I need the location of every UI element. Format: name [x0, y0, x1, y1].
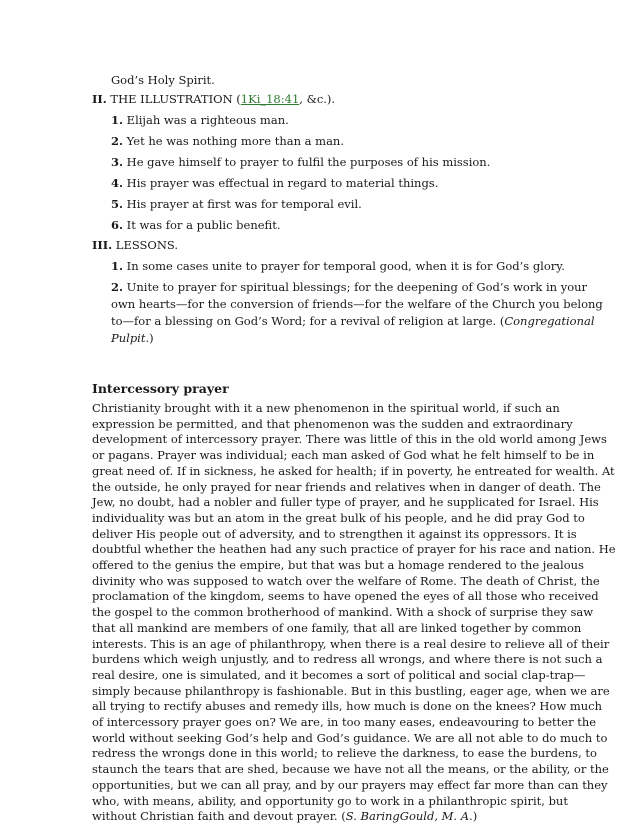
- item-number: 2.: [111, 280, 124, 294]
- paragraph-line: the outside, he only prayed for near friends and relatives when in danger of death. The: [92, 479, 601, 494]
- section-numeral: II.: [92, 92, 107, 106]
- item-number: 1.: [111, 113, 124, 127]
- item-number: 2.: [111, 134, 124, 148]
- item-text: own hearts—for the conversion of friends—for the welfare of the Church you belong: [111, 297, 603, 311]
- paragraph-line: the gospel to the common brotherhood of mankind. With a shock of surprise they saw: [92, 605, 594, 620]
- paragraph-line: opportunities, but we can all pray, and by our prayers may effect far more than can they: [92, 777, 608, 792]
- paragraph-line: who, with means, ability, and opportunity go to work in a philanthropic spirit, but: [92, 793, 568, 808]
- paragraph-line: real desire, one is simulated, and it becomes a sort of political and social clap-trap—: [92, 667, 586, 682]
- section-title-end: , &c.).: [299, 92, 336, 106]
- illustration-item-3: [92, 154, 547, 171]
- item-text: His prayer at first was for temporal evil.: [123, 197, 362, 211]
- paragraph-line: individuality was but an atom in the great bulk of his people, and he did pray God to: [92, 510, 585, 525]
- illustration-item-5: [92, 196, 547, 213]
- illustration-item-2: [92, 133, 547, 150]
- section-numeral: III.: [92, 238, 113, 252]
- section-heading-illustration: [92, 91, 547, 108]
- paragraph-line: development of intercessory prayer. There was little of this in the old world among Jews: [92, 432, 607, 447]
- paragraph-line: staunch the tears that are shed, because we have not all the means, or the ability, or the: [92, 762, 609, 777]
- item-text: Elijah was a righteous man.: [123, 113, 289, 127]
- citation: Congregational: [504, 314, 595, 328]
- paragraph-line: Christianity brought with it a new phenomenon in the spiritual world, if such an: [92, 401, 560, 415]
- paragraph-line: without Christian faith and devout prayer. (S. BaringGould, M. A.): [92, 809, 478, 824]
- item-text: It was for a public benefit.: [123, 218, 281, 232]
- item-text: Unite to prayer for spiritual blessings; for the deepening of God’s work in your: [123, 280, 588, 294]
- item-text: He gave himself to prayer to fulfil the purposes of his mission.: [123, 155, 491, 169]
- item-number: 6.: [111, 218, 124, 232]
- item-number: 1.: [111, 259, 124, 273]
- continuation-line: God’s Holy Spirit.: [111, 73, 215, 87]
- section-title: THE ILLUSTRATION (: [106, 92, 241, 106]
- paragraph-line: offered to the genius the empire, but that was but a homage rendered to the jealous: [92, 558, 584, 573]
- document-page: [92, 72, 616, 825]
- illustration-item-6: [92, 217, 547, 234]
- item-text: to—for a blessing on God’s Word; for a revival of religion at large. (: [111, 314, 505, 328]
- paragraph-line: doubtful whether the heathen had any such practice of prayer for his race and nation. He: [92, 542, 616, 557]
- citation-close: ): [149, 331, 154, 345]
- paragraph-line: simply because philanthropy is fashionable. But in this bustling, eager age, when we are: [92, 683, 610, 698]
- item-text: In some cases unite to prayer for temporal good, when it is for God’s glory.: [123, 259, 565, 273]
- paragraph-line: world without seeking God’s help and God’s guidance. We are all not able to do much to: [92, 730, 608, 745]
- citation: Pulpit.: [111, 331, 150, 345]
- paragraph-line: burdens which weigh unjustly, and to redress all wrongs, and where there is not such a: [92, 652, 603, 667]
- paragraph-line: expression be permitted, and that phenomenon was the sudden and extraordinary: [92, 416, 573, 431]
- article-paragraph: [92, 401, 616, 825]
- item-text: His prayer was effectual in regard to material things.: [123, 176, 439, 190]
- paragraph-line: of intercessory prayer goes on? We are, in too many eases, endeavouring to better the: [92, 715, 597, 730]
- paragraph-line: all trying to rectify abuses and remedy ills, how much is done on the knees? How much: [92, 699, 603, 714]
- item-number: 4.: [111, 176, 124, 190]
- scripture-reference-link[interactable]: 1Ki_18:41: [240, 92, 300, 106]
- paragraph-line: or pagans. Prayer was individual; each man asked of God what he felt himself to be in: [92, 448, 595, 463]
- paragraph-line: great need of. If in sickness, he asked for health; if in poverty, he entreated for wealth. At: [92, 463, 615, 478]
- paragraph-line: Jew, no doubt, had a nobler and fuller type of prayer, and he supplicated for Israel. His: [92, 495, 599, 510]
- author-citation: S. BaringGould, M. A.: [345, 809, 473, 824]
- article-heading: Intercessory prayer: [92, 381, 229, 396]
- lesson-item-1: [92, 258, 565, 275]
- illustration-item-4: [92, 175, 547, 192]
- paragraph-line: proclamation of the kingdom, seems to have opened the eyes of all those who received: [92, 589, 599, 604]
- paragraph-line: divinity who was supposed to watch over the welfare of Rome. The death of Christ, the: [92, 573, 600, 588]
- lesson-item-2: [92, 279, 603, 347]
- paragraph-line: interests. This is an age of philanthropy, when there is a real desire to relieve all of their: [92, 636, 610, 651]
- illustration-item-1: [92, 112, 547, 129]
- item-number: 5.: [111, 197, 124, 211]
- section-title: LESSONS.: [112, 238, 179, 252]
- paragraph-line: redress the wrongs done in this world; to relieve the darkness, to ease the burdens, to: [92, 746, 597, 761]
- item-number: 3.: [111, 155, 124, 169]
- item-text: Yet he was nothing more than a man.: [123, 134, 344, 148]
- section-heading-lessons: [92, 237, 547, 254]
- paragraph-line: deliver His people out of adversity, and to strengthen it against its oppressors. It is: [92, 526, 577, 541]
- paragraph-line: that all mankind are members of one family, that all are linked together by common: [92, 620, 582, 635]
